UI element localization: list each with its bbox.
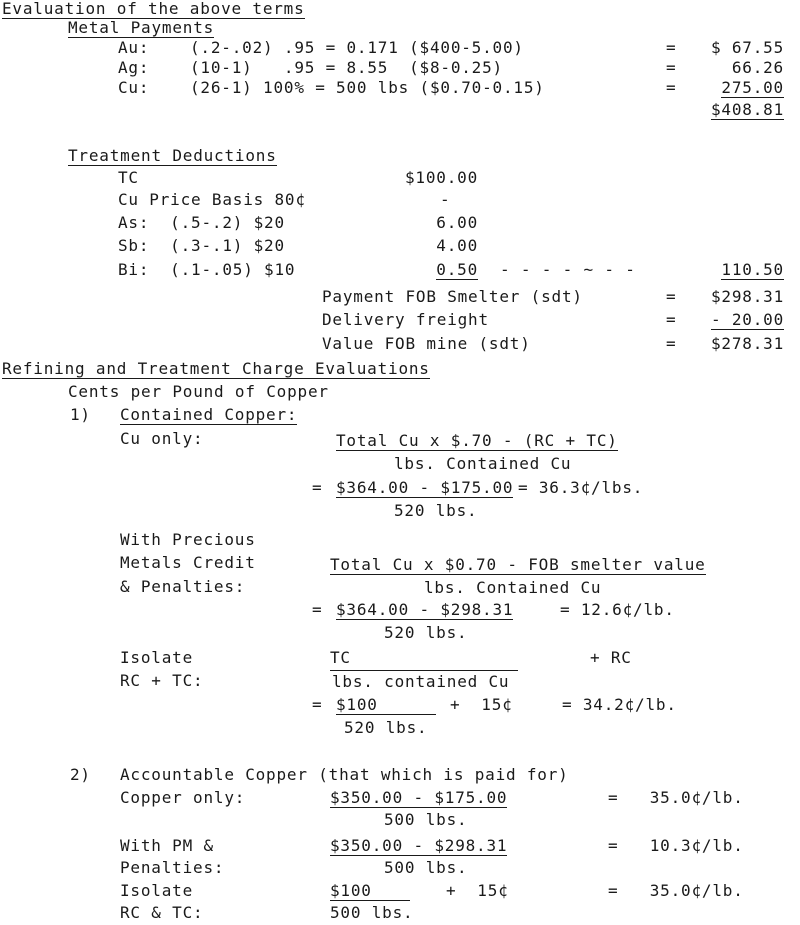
pm-label: With Precious: [120, 530, 256, 549]
section-number: 2): [70, 765, 91, 784]
fraction-numerator: TC: [330, 648, 351, 667]
plus-term: + 15¢: [446, 881, 509, 900]
copper-only-label: Copper only:: [120, 788, 246, 807]
metal-row-eq: =: [666, 58, 677, 77]
refining-subheading: Cents per Pound of Copper: [68, 382, 329, 401]
calc-result: = 12.6¢/lb.: [560, 600, 675, 619]
metal-row-amount: 66.26: [731, 58, 784, 77]
eq-sign: =: [666, 310, 677, 329]
fraction-denominator: 500 lbs.: [384, 858, 468, 877]
payment-fob-label: Payment FOB Smelter (sdt): [322, 287, 583, 306]
treatment-row-label: Bi: (.1-.05) $10: [118, 260, 296, 279]
pm-penalties-label: With PM &: [120, 836, 214, 855]
fraction-denominator: 520 lbs.: [384, 623, 468, 642]
treatment-row-value: $100.00: [404, 168, 478, 187]
treatment-row-value: 4.00: [436, 236, 478, 255]
fraction-denominator: 500 lbs.: [330, 903, 414, 922]
fraction-numerator: $350.00 - $175.00: [330, 788, 508, 807]
treatment-row-label: Cu Price Basis 80¢: [118, 190, 306, 209]
treatment-row-value: 6.00: [436, 213, 478, 232]
metal-payments-total: $408.81: [710, 100, 784, 119]
section-number: 1): [70, 405, 91, 424]
isolate-label: RC + TC:: [120, 671, 204, 690]
payment-fob-value: $298.31: [710, 287, 784, 306]
calc-result: = 35.0¢/lb.: [608, 881, 744, 900]
plus-rc: + RC: [590, 648, 632, 667]
fraction-numerator: $100: [330, 882, 410, 901]
section-title: Accountable Copper (that which is paid for): [120, 765, 569, 784]
isolate-label: RC & TC:: [120, 903, 204, 922]
isolate-label: Isolate: [120, 648, 194, 667]
metal-row-eq: =: [666, 78, 677, 97]
fraction-numerator: $364.00 - $298.31: [336, 600, 514, 619]
treatment-row-value: 0.50: [436, 260, 478, 279]
fraction-numerator: $350.00 - $298.31: [330, 836, 508, 855]
treatment-row-label: As: (.5-.2) $20: [118, 213, 285, 232]
treatment-row-label: Sb: (.3-.1) $20: [118, 236, 285, 255]
metal-row-amount: $ 67.55: [710, 38, 784, 57]
treatment-row-label: TC: [118, 168, 139, 187]
metal-row-amount: 275.00: [721, 78, 784, 97]
calc-result: = 36.3¢/lbs.: [518, 478, 644, 497]
eq-sign: =: [312, 600, 323, 619]
eq-sign: =: [312, 695, 323, 714]
leader-dashes: - - - - ~ - -: [500, 260, 636, 279]
cu-only-label: Cu only:: [120, 429, 204, 448]
treatment-heading: Treatment Deductions: [68, 146, 277, 165]
fraction-numerator: Total Cu x $.70 - (RC + TC): [336, 431, 618, 450]
metal-row-label: Au:: [118, 38, 150, 57]
metal-row-formula: (26-1) 100% = 500 lbs ($0.70-0.15): [190, 78, 545, 97]
fraction-denominator: lbs. Contained Cu: [424, 578, 602, 597]
calc-result: = 10.3¢/lb.: [608, 836, 744, 855]
fraction-numerator: Total Cu x $0.70 - FOB smelter value: [330, 555, 706, 574]
pm-penalties-label: Penalties:: [120, 858, 225, 877]
fraction-numerator: $364.00 - $175.00: [336, 478, 514, 497]
value-fob-mine-label: Value FOB mine (sdt): [322, 334, 531, 353]
fraction-denominator: lbs. Contained Cu: [394, 454, 572, 473]
isolate-label: Isolate: [120, 881, 194, 900]
metal-row-formula: (.2-.02) .95 = 0.171 ($400-5.00): [190, 38, 524, 57]
metal-row-label: Ag:: [118, 58, 150, 77]
treatment-row-value: -: [440, 190, 451, 209]
fraction-denominator: lbs. contained Cu: [332, 672, 510, 691]
eq-sign: =: [666, 334, 677, 353]
pm-label: Metals Credit: [120, 553, 256, 572]
value-fob-mine: $278.31: [710, 334, 784, 353]
metal-row-label: Cu:: [118, 78, 150, 97]
refining-heading: Refining and Treatment Charge Evaluations: [2, 359, 430, 378]
freight-value: - 20.00: [710, 310, 784, 329]
fraction-denominator: 520 lbs.: [394, 501, 478, 520]
calc-result: = 35.0¢/lb.: [608, 788, 744, 807]
eq-sign: =: [666, 287, 677, 306]
fraction-bar: [330, 670, 518, 671]
section-title: Contained Copper:: [120, 405, 298, 424]
fraction-denominator: 520 lbs.: [344, 718, 428, 737]
plus-term: + 15¢: [450, 695, 513, 714]
calc-result: = 34.2¢/lb.: [562, 695, 677, 714]
metal-row-eq: =: [666, 38, 677, 57]
freight-label: Delivery freight: [322, 310, 489, 329]
fraction-denominator: 500 lbs.: [384, 810, 468, 829]
fraction-numerator: $100: [336, 696, 436, 715]
pm-label: & Penalties:: [120, 577, 246, 596]
page-title: Evaluation of the above terms: [2, 0, 305, 18]
eq-sign: =: [312, 478, 323, 497]
deduction-total: 110.50: [721, 260, 784, 279]
metal-row-formula: (10-1) .95 = 8.55 ($8-0.25): [190, 58, 503, 77]
metal-payments-heading: Metal Payments: [68, 18, 215, 37]
